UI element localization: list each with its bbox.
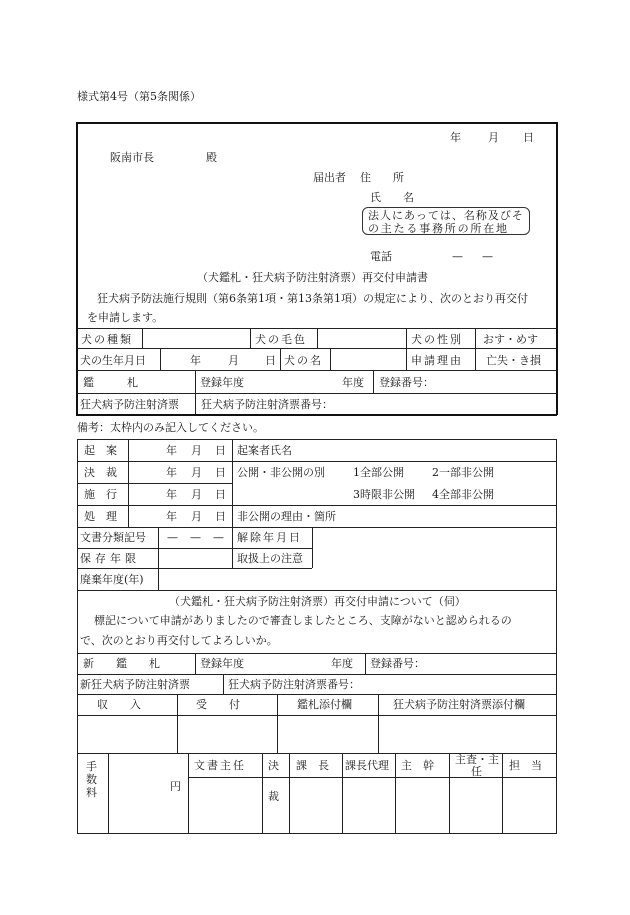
office-divider [262,753,263,833]
intro-line-1: 狂犬病予防法施行規則（第6条第1項・第13条第1項）の規定により、次のとおり再交付 [97,292,528,305]
cell-divider [250,328,251,348]
applicant-label: 届出者 [313,171,346,184]
tag-reg-no-label: 登録番号： [379,376,434,389]
office-divider [158,527,159,590]
office-divider [277,694,278,753]
office-line [77,461,557,462]
reason-value: 亡失・き損 [486,354,541,367]
new-vacc-label: 新狂犬病予防注射済票 [80,678,190,691]
new-vacc-no-label: 狂犬病予防注射済票番号： [228,678,360,691]
class-dash-2: — [190,531,201,544]
office-divider [232,439,233,527]
class-dash-1: — [167,531,178,544]
col-receipt: 収 入 [97,698,141,711]
row-approve-year: 年 [166,466,177,479]
office-divider [128,439,129,527]
office-border-top [77,439,557,440]
inquiry-line-1: 標記について申請がありましたので審査しましたところ、支障がないと認められるの [94,614,512,627]
row-enforce-month: 月 [191,488,202,501]
row-draft-day: 日 [215,444,226,457]
birth-year: 年 [190,354,201,367]
nondisclosure-reason-label: 非公開の理由・箇所 [237,510,336,523]
row-process-year: 年 [166,510,177,523]
phone-dash-1: — [452,250,463,263]
date-month: 月 [488,131,499,144]
tag-label: 鑑 札 [83,376,138,389]
row-enforce-day: 日 [215,488,226,501]
coat-color-label: 犬の毛色 [255,333,307,346]
row-enforce-year: 年 [166,488,177,501]
office-border-left [77,439,78,833]
row-draft-year: 年 [166,444,177,457]
app-table-line [77,393,557,394]
decision-char-1: 決 [268,759,279,772]
row-process-label: 処 理 [84,510,117,523]
tag-year-label: 登録年度 [200,376,244,389]
row-draft-month: 月 [191,444,202,457]
app-table-line [77,370,557,371]
app-border-top [76,122,557,124]
vacc-label: 狂犬病予防注射済票 [80,398,179,411]
address-label: 住 所 [360,171,404,184]
decision-char-2: 裁 [268,790,279,803]
office-line [77,715,557,716]
date-year: 年 [450,131,461,144]
disclosure-opt1: 1全部公開 [353,466,404,479]
disposal-year-label: 廃棄年度(年) [80,573,144,586]
inquiry-line-2: で、次のとおり再交付してよろしいか。 [80,634,278,647]
office-divider [502,753,503,833]
office-line [77,590,557,591]
app-table-line [77,348,557,349]
form-number: 様式第4号（第5条関係） [77,90,201,103]
app-border-right [556,122,558,415]
office-line [77,653,557,654]
office-divider [365,653,366,674]
phone-dash-2: — [482,250,493,263]
office-line [77,694,557,695]
office-line [77,674,557,675]
disclosure-opt2: 2一部非公開 [432,466,494,479]
office-divider [342,753,343,833]
new-tag-year-label: 登録年度 [200,657,244,670]
drafter-name-label: 起案者氏名 [237,444,292,457]
fee-char-3: 料 [86,786,97,799]
row-enforce-label: 施 行 [84,488,117,501]
staff-label: 担 当 [509,759,542,772]
reason-label: 申請理由 [411,354,463,367]
application-title: （犬鑑札・狂犬病予防注射済票）再交付申請書 [197,271,428,284]
deputy-label: 課長代理 [345,759,389,772]
cell-divider [195,370,196,393]
office-line [77,568,312,569]
office-divider [177,694,178,753]
office-border-right [556,439,557,833]
cell-divider [475,348,476,370]
name-label: 氏 名 [370,191,414,204]
cell-divider [280,348,281,370]
office-line [188,777,556,778]
office-line [77,483,232,484]
cell-divider [195,393,196,414]
office-divider [312,527,313,568]
office-divider [108,753,109,833]
office-divider [188,753,189,833]
new-tag-year-unit: 年度 [331,657,353,670]
office-border-bottom [77,833,557,834]
note: 備考：太枠内のみ記入してください。 [77,421,264,434]
class-dash-3: — [213,531,224,544]
office-line [77,527,557,528]
col-vacc-attach: 狂犬病予防注射済票添付欄 [393,698,525,711]
cell-divider [317,328,318,348]
dog-type-label: 犬の種類 [81,333,133,346]
addressee: 阪南市長 [110,151,154,164]
doc-chief-label: 文書主任 [194,759,246,772]
inquiry-title: （犬鑑札・狂犬病予防注射済票）再交付申請について（伺） [169,595,466,608]
fee-char-1: 手 [86,760,97,773]
cell-divider [160,348,161,370]
vacc-no-label: 狂犬病予防注射済票番号： [201,398,333,411]
honorific: 殿 [206,151,217,164]
office-line [77,505,557,506]
birth-month: 月 [228,354,239,367]
office-divider [395,753,396,833]
disclosure-opt3: 3時限非公開 [353,488,415,501]
tag-year-unit: 年度 [342,376,364,389]
corp-note-line2: の主たる事務所の所在地 [368,222,509,235]
chief-label-1: 主査・主 [455,753,499,766]
date-day: 日 [523,131,534,144]
intro-line-2: を申請します。 [87,311,164,324]
birth-label: 犬の生年月日 [80,354,146,367]
office-divider [195,653,196,674]
chief-label-2: 任 [471,765,482,778]
birth-day: 日 [265,354,276,367]
corp-note-line1: 法人にあっては、名称及びそ [368,209,524,222]
cell-divider [373,370,374,393]
disclosure-opt4: 4全部非公開 [432,488,494,501]
office-divider [378,694,379,753]
row-draft-label: 起 案 [84,444,117,457]
cell-divider [406,348,407,370]
handling-note-label: 取扱上の注意 [237,552,303,565]
disclosure-label: 公開・非公開の別 [237,466,325,479]
section-chief-label: 課 長 [296,759,329,772]
office-line [77,548,312,549]
col-tag-attach: 鑑札添付欄 [297,698,352,711]
new-tag-reg-no-label: 登録番号： [370,657,425,670]
cell-divider [142,328,143,348]
new-tag-label: 新 鑑 札 [83,657,160,670]
dog-name-label: 犬の名 [284,354,323,367]
row-process-day: 日 [215,510,226,523]
cell-divider [475,328,476,348]
retention-label: 保存年限 [80,552,140,565]
phone-label: 電話 [370,250,392,263]
row-process-month: 月 [191,510,202,523]
app-border-left [76,122,78,415]
cell-divider [330,348,331,370]
office-divider [223,674,224,694]
fee-yen: 円 [170,780,181,793]
release-date-label: 解除年月日 [237,531,302,544]
col-accept: 受 付 [196,698,240,711]
office-divider [289,753,290,833]
sex-label: 犬の性別 [411,333,463,346]
supervisor-label: 主 幹 [401,759,434,772]
class-no-label: 文書分類記号 [80,531,146,544]
row-approve-day: 日 [215,466,226,479]
cell-divider [406,328,407,348]
row-approve-label: 決 裁 [84,466,117,479]
office-divider [232,527,233,568]
fee-char-2: 数 [86,773,97,786]
office-divider [449,753,450,833]
app-border-bottom [76,414,557,416]
row-approve-month: 月 [191,466,202,479]
sex-value: おす・めす [483,333,538,346]
